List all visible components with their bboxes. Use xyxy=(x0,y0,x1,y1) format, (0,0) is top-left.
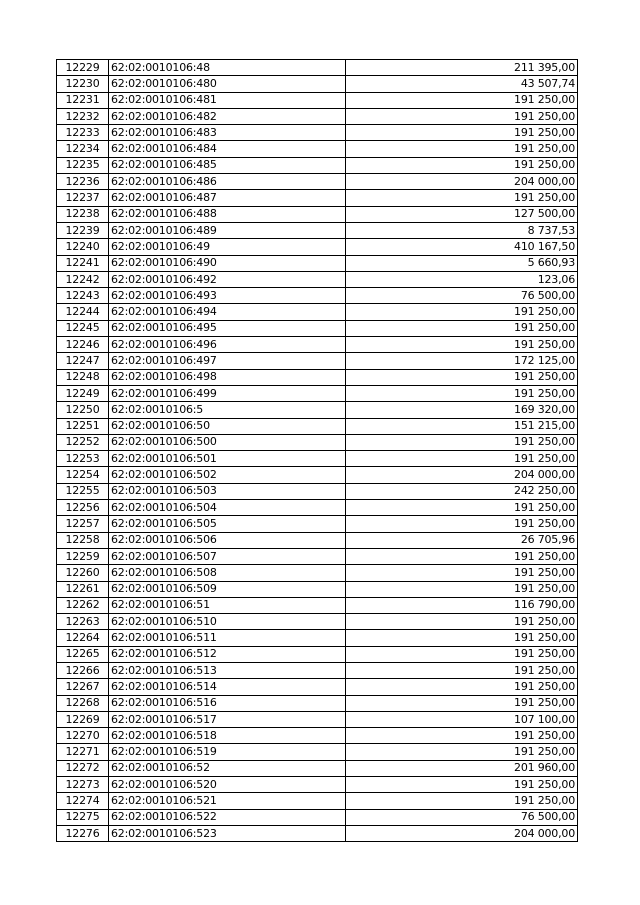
cadastral-value-cell: 191 250,00 xyxy=(346,337,578,353)
cadastral-number-cell: 62:02:0010106:512 xyxy=(109,646,346,662)
table-row xyxy=(57,288,578,304)
row-number-cell: 12239 xyxy=(57,222,109,238)
table-row xyxy=(57,157,578,173)
row-number-cell: 12259 xyxy=(57,548,109,564)
row-number-cell: 12235 xyxy=(57,157,109,173)
cadastral-value-cell: 191 250,00 xyxy=(346,662,578,678)
row-number-cell: 12266 xyxy=(57,662,109,678)
cadastral-value-cell: 123,06 xyxy=(346,271,578,287)
cadastral-value-cell: 211 395,00 xyxy=(346,60,578,76)
cadastral-number-cell: 62:02:0010106:517 xyxy=(109,711,346,727)
cadastral-value-cell: 410 167,50 xyxy=(346,239,578,255)
cadastral-number-cell: 62:02:0010106:488 xyxy=(109,206,346,222)
cadastral-number-cell: 62:02:0010106:495 xyxy=(109,320,346,336)
cadastral-number-cell: 62:02:0010106:519 xyxy=(109,744,346,760)
cadastral-value-cell: 76 500,00 xyxy=(346,809,578,825)
row-number-cell: 12260 xyxy=(57,565,109,581)
table-row xyxy=(57,744,578,760)
cadastral-value-cell: 204 000,00 xyxy=(346,825,578,841)
table-row xyxy=(57,597,578,613)
cadastral-value-cell: 191 250,00 xyxy=(346,451,578,467)
cadastral-value-cell: 191 250,00 xyxy=(346,695,578,711)
cadastral-value-cell: 43 507,74 xyxy=(346,76,578,92)
row-number-cell: 12255 xyxy=(57,483,109,499)
row-number-cell: 12246 xyxy=(57,337,109,353)
table-row xyxy=(57,695,578,711)
row-number-cell: 12257 xyxy=(57,516,109,532)
cadastral-number-cell: 62:02:0010106:493 xyxy=(109,288,346,304)
table-row xyxy=(57,516,578,532)
cadastral-value-cell: 191 250,00 xyxy=(346,728,578,744)
cadastral-number-cell: 62:02:0010106:50 xyxy=(109,418,346,434)
table-row xyxy=(57,548,578,564)
row-number-cell: 12269 xyxy=(57,711,109,727)
table-row xyxy=(57,646,578,662)
row-number-cell: 12267 xyxy=(57,679,109,695)
cadastral-number-cell: 62:02:0010106:5 xyxy=(109,402,346,418)
cadastral-value-cell: 191 250,00 xyxy=(346,548,578,564)
cadastral-number-cell: 62:02:0010106:490 xyxy=(109,255,346,271)
row-number-cell: 12271 xyxy=(57,744,109,760)
cadastral-number-cell: 62:02:0010106:507 xyxy=(109,548,346,564)
row-number-cell: 12248 xyxy=(57,369,109,385)
row-number-cell: 12249 xyxy=(57,385,109,401)
table-row xyxy=(57,711,578,727)
cadastral-number-cell: 62:02:0010106:513 xyxy=(109,662,346,678)
table-row xyxy=(57,271,578,287)
cadastral-number-cell: 62:02:0010106:483 xyxy=(109,125,346,141)
table-row xyxy=(57,760,578,776)
cadastral-number-cell: 62:02:0010106:516 xyxy=(109,695,346,711)
cadastral-number-cell: 62:02:0010106:480 xyxy=(109,76,346,92)
cadastral-number-cell: 62:02:0010106:486 xyxy=(109,174,346,190)
row-number-cell: 12244 xyxy=(57,304,109,320)
cadastral-number-cell: 62:02:0010106:523 xyxy=(109,825,346,841)
cadastral-number-cell: 62:02:0010106:514 xyxy=(109,679,346,695)
table-row xyxy=(57,809,578,825)
row-number-cell: 12233 xyxy=(57,125,109,141)
row-number-cell: 12247 xyxy=(57,353,109,369)
table-row xyxy=(57,222,578,238)
cadastral-number-cell: 62:02:0010106:496 xyxy=(109,337,346,353)
table-row xyxy=(57,728,578,744)
row-number-cell: 12264 xyxy=(57,630,109,646)
table-row xyxy=(57,92,578,108)
row-number-cell: 12272 xyxy=(57,760,109,776)
cadastral-value-cell: 191 250,00 xyxy=(346,565,578,581)
cadastral-value-cell: 8 737,53 xyxy=(346,222,578,238)
row-number-cell: 12242 xyxy=(57,271,109,287)
table-row xyxy=(57,825,578,841)
cadastral-number-cell: 62:02:0010106:498 xyxy=(109,369,346,385)
row-number-cell: 12241 xyxy=(57,255,109,271)
table-row xyxy=(57,777,578,793)
row-number-cell: 12265 xyxy=(57,646,109,662)
table-row xyxy=(57,581,578,597)
row-number-cell: 12275 xyxy=(57,809,109,825)
table-row xyxy=(57,76,578,92)
table-row xyxy=(57,206,578,222)
table-row xyxy=(57,141,578,157)
row-number-cell: 12237 xyxy=(57,190,109,206)
cadastral-number-cell: 62:02:0010106:500 xyxy=(109,434,346,450)
row-number-cell: 12253 xyxy=(57,451,109,467)
table-row xyxy=(57,108,578,124)
cadastral-value-cell: 191 250,00 xyxy=(346,516,578,532)
row-number-cell: 12273 xyxy=(57,777,109,793)
cadastral-number-cell: 62:02:0010106:492 xyxy=(109,271,346,287)
cadastral-value-cell: 191 250,00 xyxy=(346,320,578,336)
row-number-cell: 12262 xyxy=(57,597,109,613)
cadastral-value-cell: 191 250,00 xyxy=(346,125,578,141)
cadastral-value-cell: 191 250,00 xyxy=(346,369,578,385)
cadastral-number-cell: 62:02:0010106:485 xyxy=(109,157,346,173)
cadastral-value-cell: 172 125,00 xyxy=(346,353,578,369)
row-number-cell: 12238 xyxy=(57,206,109,222)
row-number-cell: 12254 xyxy=(57,467,109,483)
cadastral-value-cell: 191 250,00 xyxy=(346,108,578,124)
cadastral-value-table xyxy=(56,59,578,842)
row-number-cell: 12276 xyxy=(57,825,109,841)
cadastral-number-cell: 62:02:0010106:51 xyxy=(109,597,346,613)
cadastral-value-cell: 26 705,96 xyxy=(346,532,578,548)
table-row xyxy=(57,385,578,401)
table-row xyxy=(57,630,578,646)
table-row xyxy=(57,255,578,271)
table-row xyxy=(57,353,578,369)
cadastral-number-cell: 62:02:0010106:489 xyxy=(109,222,346,238)
cadastral-value-cell: 191 250,00 xyxy=(346,190,578,206)
cadastral-value-cell: 191 250,00 xyxy=(346,500,578,516)
cadastral-number-cell: 62:02:0010106:502 xyxy=(109,467,346,483)
cadastral-value-cell: 191 250,00 xyxy=(346,304,578,320)
row-number-cell: 12263 xyxy=(57,614,109,630)
table-row xyxy=(57,793,578,809)
cadastral-value-cell: 169 320,00 xyxy=(346,402,578,418)
cadastral-number-cell: 62:02:0010106:511 xyxy=(109,630,346,646)
cadastral-number-cell: 62:02:0010106:49 xyxy=(109,239,346,255)
cadastral-value-cell: 204 000,00 xyxy=(346,467,578,483)
table-row xyxy=(57,239,578,255)
cadastral-number-cell: 62:02:0010106:504 xyxy=(109,500,346,516)
cadastral-number-cell: 62:02:0010106:484 xyxy=(109,141,346,157)
cadastral-number-cell: 62:02:0010106:520 xyxy=(109,777,346,793)
table-row xyxy=(57,174,578,190)
cadastral-number-cell: 62:02:0010106:521 xyxy=(109,793,346,809)
table-row xyxy=(57,304,578,320)
cadastral-number-cell: 62:02:0010106:505 xyxy=(109,516,346,532)
cadastral-value-cell: 191 250,00 xyxy=(346,744,578,760)
cadastral-value-cell: 76 500,00 xyxy=(346,288,578,304)
cadastral-value-cell: 191 250,00 xyxy=(346,581,578,597)
row-number-cell: 12234 xyxy=(57,141,109,157)
cadastral-value-cell: 191 250,00 xyxy=(346,630,578,646)
cadastral-value-cell: 191 250,00 xyxy=(346,385,578,401)
cadastral-value-cell: 201 960,00 xyxy=(346,760,578,776)
table-row xyxy=(57,402,578,418)
table-body xyxy=(57,60,578,842)
cadastral-number-cell: 62:02:0010106:501 xyxy=(109,451,346,467)
cadastral-number-cell: 62:02:0010106:510 xyxy=(109,614,346,630)
row-number-cell: 12252 xyxy=(57,434,109,450)
cadastral-value-cell: 191 250,00 xyxy=(346,777,578,793)
table-row xyxy=(57,565,578,581)
cadastral-value-cell: 191 250,00 xyxy=(346,92,578,108)
table-row xyxy=(57,190,578,206)
table-row xyxy=(57,483,578,499)
table-row xyxy=(57,532,578,548)
cadastral-number-cell: 62:02:0010106:503 xyxy=(109,483,346,499)
cadastral-number-cell: 62:02:0010106:509 xyxy=(109,581,346,597)
table-row xyxy=(57,662,578,678)
cadastral-number-cell: 62:02:0010106:48 xyxy=(109,60,346,76)
cadastral-value-cell: 191 250,00 xyxy=(346,434,578,450)
table-row xyxy=(57,467,578,483)
cadastral-value-cell: 107 100,00 xyxy=(346,711,578,727)
row-number-cell: 12245 xyxy=(57,320,109,336)
table-row xyxy=(57,679,578,695)
row-number-cell: 12256 xyxy=(57,500,109,516)
cadastral-number-cell: 62:02:0010106:499 xyxy=(109,385,346,401)
table-row xyxy=(57,320,578,336)
table-row xyxy=(57,337,578,353)
table-row xyxy=(57,434,578,450)
cadastral-value-cell: 191 250,00 xyxy=(346,614,578,630)
row-number-cell: 12250 xyxy=(57,402,109,418)
table-row xyxy=(57,500,578,516)
row-number-cell: 12270 xyxy=(57,728,109,744)
table-row xyxy=(57,125,578,141)
cadastral-value-cell: 191 250,00 xyxy=(346,157,578,173)
cadastral-value-cell: 5 660,93 xyxy=(346,255,578,271)
cadastral-number-cell: 62:02:0010106:52 xyxy=(109,760,346,776)
cadastral-number-cell: 62:02:0010106:487 xyxy=(109,190,346,206)
cadastral-number-cell: 62:02:0010106:482 xyxy=(109,108,346,124)
table-row xyxy=(57,60,578,76)
cadastral-number-cell: 62:02:0010106:508 xyxy=(109,565,346,581)
cadastral-value-cell: 191 250,00 xyxy=(346,793,578,809)
row-number-cell: 12258 xyxy=(57,532,109,548)
row-number-cell: 12251 xyxy=(57,418,109,434)
table-row xyxy=(57,451,578,467)
row-number-cell: 12231 xyxy=(57,92,109,108)
cadastral-number-cell: 62:02:0010106:506 xyxy=(109,532,346,548)
cadastral-value-cell: 151 215,00 xyxy=(346,418,578,434)
table-row xyxy=(57,418,578,434)
cadastral-value-cell: 191 250,00 xyxy=(346,679,578,695)
row-number-cell: 12236 xyxy=(57,174,109,190)
cadastral-value-cell: 242 250,00 xyxy=(346,483,578,499)
row-number-cell: 12274 xyxy=(57,793,109,809)
row-number-cell: 12243 xyxy=(57,288,109,304)
row-number-cell: 12229 xyxy=(57,60,109,76)
cadastral-number-cell: 62:02:0010106:481 xyxy=(109,92,346,108)
row-number-cell: 12268 xyxy=(57,695,109,711)
cadastral-value-cell: 191 250,00 xyxy=(346,646,578,662)
cadastral-number-cell: 62:02:0010106:522 xyxy=(109,809,346,825)
row-number-cell: 12240 xyxy=(57,239,109,255)
row-number-cell: 12232 xyxy=(57,108,109,124)
row-number-cell: 12261 xyxy=(57,581,109,597)
cadastral-number-cell: 62:02:0010106:497 xyxy=(109,353,346,369)
table-row xyxy=(57,369,578,385)
cadastral-value-cell: 127 500,00 xyxy=(346,206,578,222)
cadastral-number-cell: 62:02:0010106:518 xyxy=(109,728,346,744)
row-number-cell: 12230 xyxy=(57,76,109,92)
cadastral-value-cell: 191 250,00 xyxy=(346,141,578,157)
table-row xyxy=(57,614,578,630)
cadastral-number-cell: 62:02:0010106:494 xyxy=(109,304,346,320)
cadastral-value-cell: 116 790,00 xyxy=(346,597,578,613)
cadastral-value-cell: 204 000,00 xyxy=(346,174,578,190)
